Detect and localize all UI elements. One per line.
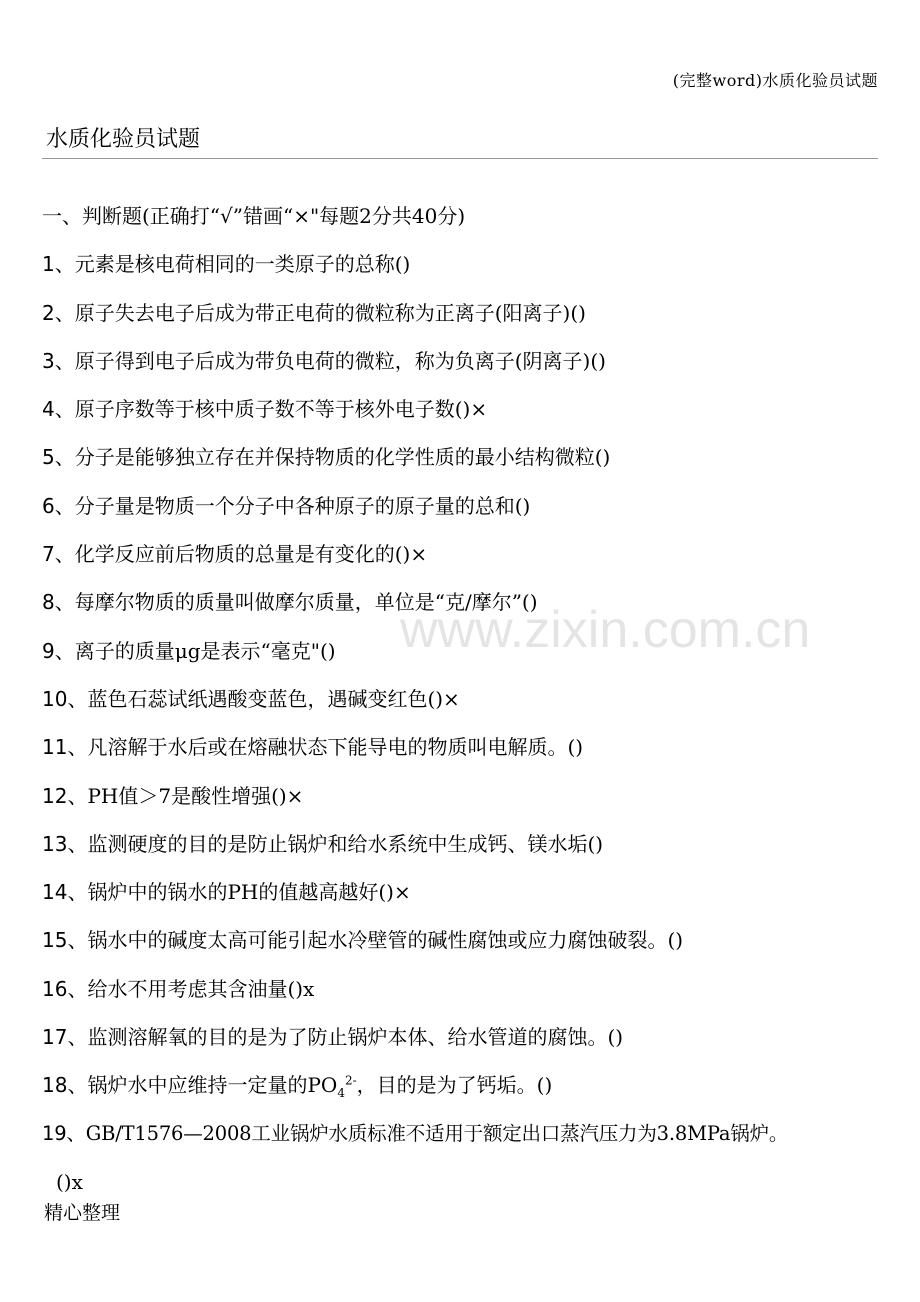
question-text: 、锅炉水中应维持一定量的PO	[67, 1073, 338, 1098]
question-text: 、元素是核电荷相同的一类原子的总称()	[54, 252, 411, 277]
question-text: 、分子是能够独立存在并保持物质的化学性质的最小结构微粒()	[54, 445, 611, 470]
question-number: 5	[42, 445, 55, 470]
subscript: 4	[337, 1086, 345, 1101]
question-item	[42, 433, 884, 481]
question-item	[42, 1061, 884, 1109]
question-item	[42, 289, 884, 337]
question-number: 14	[42, 880, 68, 905]
question-item	[42, 240, 884, 288]
question-item	[42, 820, 884, 868]
question-text-end: ，目的是为了钙垢。()	[356, 1073, 553, 1098]
question-item	[42, 868, 884, 916]
question-text: 、凡溶解于水后或在熔融状态下能导电的物质叫电解质。()	[67, 735, 584, 760]
question-number: 12	[42, 783, 68, 808]
watermark	[400, 600, 810, 660]
watermark-text: www.zixin.com.cn	[400, 601, 811, 659]
question-number: 4	[42, 397, 55, 422]
question-item	[42, 1110, 884, 1158]
question-number: 16	[42, 976, 68, 1001]
question-text: 、原子失去电子后成为带正电荷的微粒称为正离子(阳离子)()	[54, 300, 586, 325]
question-item	[42, 385, 884, 433]
question-text: 、每摩尔物质的质量叫做摩尔质量，单位是“克/摩尔”()	[54, 590, 538, 615]
document-body	[42, 192, 884, 1206]
question-number: 6	[42, 493, 55, 518]
question-number: 2	[42, 300, 55, 325]
question-number: 8	[42, 590, 55, 615]
question-text: 、分子量是物质一个分子中各种原子的原子量的总和()	[54, 493, 531, 518]
question-number: 7	[42, 542, 55, 567]
footer-text: 精心整理	[44, 1202, 121, 1224]
superscript: 2-	[344, 1073, 357, 1088]
question-text: 、PH值＞7是酸性增强()×	[67, 783, 304, 808]
page-title: 水质化验员试题	[46, 127, 201, 152]
question-number: 13	[42, 831, 68, 856]
question-item	[42, 772, 884, 820]
question-number: 15	[42, 928, 68, 953]
question-number: 11	[42, 735, 68, 760]
question-number: 10	[42, 686, 68, 711]
title-divider	[42, 158, 878, 159]
question-text: 、蓝色石蕊试纸遇酸变蓝色，遇碱变红色()×	[67, 686, 460, 711]
question-number: 3	[42, 348, 55, 373]
question-text: 、锅水中的碱度太高可能引起水冷壁管的碱性腐蚀或应力腐蚀破裂。()	[67, 928, 684, 953]
question-text: 、锅炉中的锅水的PH的值越高越好()×	[67, 880, 411, 905]
question-text: 、化学反应前后物质的总量是有变化的()×	[54, 542, 428, 567]
question-text: 、原子得到电子后成为带负电荷的微粒，称为负离子(阴离子)()	[54, 348, 606, 373]
question-number: 18	[42, 1073, 68, 1098]
question-continuation: ()x	[56, 1169, 83, 1194]
question-text: 、离子的质量μg是表示“毫克"()	[54, 638, 336, 663]
section-heading: 一、判断题(正确打“√”错画“×"每题2分共40分)	[42, 204, 466, 228]
question-item	[42, 1013, 884, 1061]
question-text: 、监测溶解氧的目的是为了防止锅炉本体、给水管道的腐蚀。()	[67, 1025, 624, 1050]
running-header: (完整word)水质化验员试题	[672, 71, 878, 90]
question-number: 17	[42, 1025, 68, 1050]
question-text: 、给水不用考虑其含油量()x	[67, 976, 315, 1001]
question-item	[42, 530, 884, 578]
question-item	[42, 482, 884, 530]
question-text: 、GB/T1576—2008工业锅炉水质标准不适用于额定出口蒸汽压力为3.8MPa锅炉。	[66, 1121, 789, 1145]
question-item	[42, 675, 884, 723]
question-text: 、监测硬度的目的是防止锅炉和给水系统中生成钙、镁水垢()	[67, 831, 604, 856]
question-number: 19	[42, 1121, 67, 1145]
question-item	[42, 916, 884, 964]
question-item	[42, 337, 884, 385]
question-item	[42, 965, 884, 1013]
question-text: 、原子序数等于核中质子数不等于核外电子数()×	[54, 397, 488, 422]
question-number: 1	[42, 252, 55, 277]
question-item	[42, 723, 884, 771]
question-number: 9	[42, 638, 55, 663]
